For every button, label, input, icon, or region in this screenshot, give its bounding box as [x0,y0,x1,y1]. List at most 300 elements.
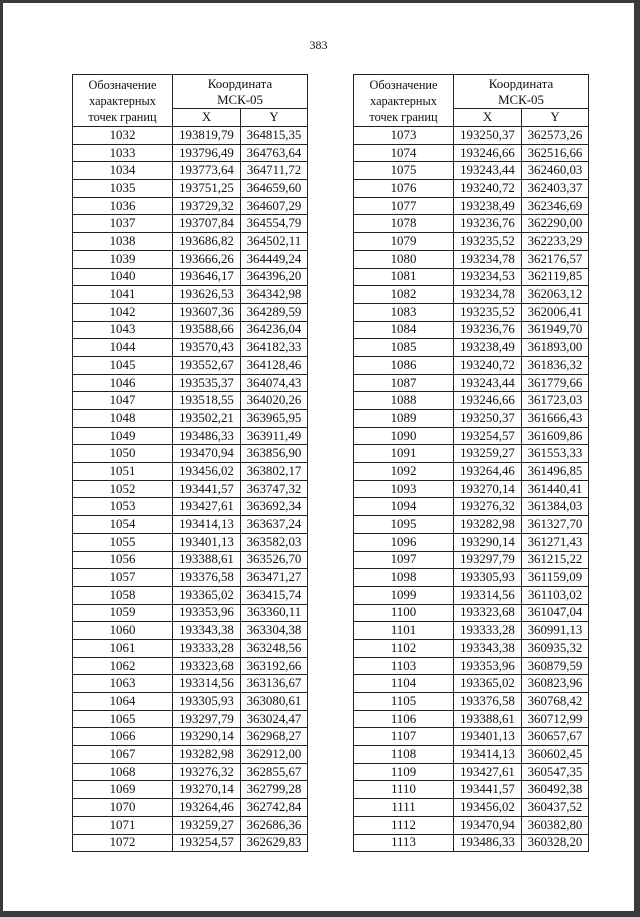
x-cell: 193456,02 [173,463,241,481]
x-cell: 193401,13 [454,728,522,746]
table-row [73,604,308,622]
x-cell: 193250,37 [454,127,522,145]
table-row [354,410,589,428]
y-cell: 361496,85 [522,463,589,481]
point-id-cell: 1103 [354,657,454,675]
point-id-cell: 1107 [354,728,454,746]
y-cell: 361893,00 [522,339,589,357]
y-cell: 362063,12 [522,286,589,304]
point-id-cell: 1045 [73,356,173,374]
x-cell: 193365,02 [454,675,522,693]
point-id-cell: 1057 [73,569,173,587]
x-cell: 193796,49 [173,144,241,162]
table-row [354,374,589,392]
point-id-cell: 1098 [354,569,454,587]
table-row [73,498,308,516]
y-cell: 363471,27 [241,569,308,587]
y-cell: 361836,32 [522,356,589,374]
y-cell: 364020,26 [241,392,308,410]
point-id-cell: 1099 [354,586,454,604]
x-cell: 193235,52 [454,233,522,251]
y-cell: 364182,33 [241,339,308,357]
point-id-cell: 1033 [73,144,173,162]
x-cell: 193470,94 [454,816,522,834]
x-cell: 193333,28 [454,622,522,640]
x-cell: 193323,68 [454,604,522,622]
point-id-cell: 1092 [354,463,454,481]
table-row [73,268,308,286]
point-id-cell: 1043 [73,321,173,339]
x-cell: 193486,33 [454,834,522,852]
table-row [73,622,308,640]
x-cell: 193588,66 [173,321,241,339]
point-id-cell: 1094 [354,498,454,516]
point-id-cell: 1037 [73,215,173,233]
point-id-cell: 1034 [73,162,173,180]
point-id-cell: 1032 [73,127,173,145]
y-cell: 362006,41 [522,303,589,321]
table-row [73,710,308,728]
x-cell: 193343,38 [173,622,241,640]
y-cell: 363965,95 [241,410,308,428]
x-cell: 193238,49 [454,197,522,215]
table-row [73,763,308,781]
header-x: X [173,109,241,127]
x-cell: 193414,13 [454,746,522,764]
x-cell: 193276,32 [173,763,241,781]
table-row [73,286,308,304]
y-cell: 364236,04 [241,321,308,339]
table-row [354,427,589,445]
y-cell: 364449,24 [241,250,308,268]
table-row [73,303,308,321]
x-cell: 193401,13 [173,533,241,551]
x-cell: 193236,76 [454,321,522,339]
table-row [73,392,308,410]
table-row [354,834,589,852]
point-id-cell: 1113 [354,834,454,852]
table-row [73,321,308,339]
coordinates-table-right [353,74,589,852]
point-id-cell: 1053 [73,498,173,516]
y-cell: 363192,66 [241,657,308,675]
point-id-cell: 1090 [354,427,454,445]
table-row [73,427,308,445]
table-row [73,480,308,498]
y-cell: 361047,04 [522,604,589,622]
table-row [354,392,589,410]
page-number: 383 [309,38,328,52]
y-cell: 361609,86 [522,427,589,445]
x-cell: 193243,44 [454,374,522,392]
point-id-cell: 1038 [73,233,173,251]
x-cell: 193240,72 [454,180,522,198]
y-cell: 363747,32 [241,480,308,498]
x-cell: 193270,14 [173,781,241,799]
x-cell: 193607,36 [173,303,241,321]
table-row [354,180,589,198]
table-row [73,816,308,834]
y-cell: 364502,11 [241,233,308,251]
x-cell: 193414,13 [173,516,241,534]
point-id-cell: 1096 [354,533,454,551]
table-row [354,604,589,622]
y-cell: 364554,79 [241,215,308,233]
x-cell: 193246,66 [454,144,522,162]
point-id-cell: 1049 [73,427,173,445]
x-cell: 193234,53 [454,268,522,286]
y-cell: 362686,36 [241,816,308,834]
table-row [73,728,308,746]
x-cell: 193729,32 [173,197,241,215]
table-row [354,268,589,286]
y-cell: 363637,24 [241,516,308,534]
table-row [354,445,589,463]
point-id-cell: 1110 [354,781,454,799]
y-cell: 360935,32 [522,639,589,657]
table-row [73,657,308,675]
y-cell: 363582,03 [241,533,308,551]
point-id-cell: 1056 [73,551,173,569]
x-cell: 193290,14 [173,728,241,746]
point-id-cell: 1088 [354,392,454,410]
x-cell: 193259,27 [454,445,522,463]
x-cell: 193388,61 [454,710,522,728]
y-cell: 363415,74 [241,586,308,604]
y-cell: 362233,29 [522,233,589,251]
point-id-cell: 1108 [354,746,454,764]
x-cell: 193270,14 [454,480,522,498]
y-cell: 362573,26 [522,127,589,145]
table-row [354,763,589,781]
point-id-cell: 1075 [354,162,454,180]
x-cell: 193819,79 [173,127,241,145]
y-cell: 360328,20 [522,834,589,852]
x-cell: 193751,25 [173,180,241,198]
y-cell: 360382,80 [522,816,589,834]
table-row [73,799,308,817]
point-id-cell: 1085 [354,339,454,357]
y-cell: 364289,59 [241,303,308,321]
table-row [354,215,589,233]
x-cell: 193353,96 [454,657,522,675]
x-cell: 193365,02 [173,586,241,604]
point-id-cell: 1097 [354,551,454,569]
x-cell: 193376,58 [173,569,241,587]
y-cell: 362119,85 [522,268,589,286]
point-id-cell: 1112 [354,816,454,834]
y-cell: 360437,52 [522,799,589,817]
table-row [73,639,308,657]
y-cell: 362176,57 [522,250,589,268]
table-row [354,657,589,675]
table-row [354,144,589,162]
x-cell: 193264,46 [454,463,522,481]
table-row [354,622,589,640]
x-cell: 193240,72 [454,356,522,374]
point-id-cell: 1039 [73,250,173,268]
point-id-cell: 1046 [73,374,173,392]
table-row [354,339,589,357]
x-cell: 193243,44 [454,162,522,180]
x-cell: 193353,96 [173,604,241,622]
x-cell: 193236,76 [454,215,522,233]
x-cell: 193486,33 [173,427,241,445]
point-id-cell: 1051 [73,463,173,481]
x-cell: 193646,17 [173,268,241,286]
y-cell: 363360,11 [241,604,308,622]
table-row [73,569,308,587]
header-coordinate-group: Координата МСК-05 [454,75,589,109]
table-row [354,463,589,481]
y-cell: 361327,70 [522,516,589,534]
table-row [73,250,308,268]
y-cell: 364711,72 [241,162,308,180]
point-id-cell: 1079 [354,233,454,251]
y-cell: 360768,42 [522,693,589,711]
table-row [73,746,308,764]
point-id-cell: 1086 [354,356,454,374]
point-id-cell: 1104 [354,675,454,693]
table-row [73,215,308,233]
point-id-cell: 1064 [73,693,173,711]
point-id-cell: 1041 [73,286,173,304]
point-id-cell: 1036 [73,197,173,215]
y-cell: 362799,28 [241,781,308,799]
table-row [354,728,589,746]
point-id-cell: 1078 [354,215,454,233]
table-row [73,693,308,711]
x-cell: 193323,68 [173,657,241,675]
table-row [73,144,308,162]
point-id-cell: 1069 [73,781,173,799]
table-row [354,675,589,693]
table-row [354,197,589,215]
table-row [354,127,589,145]
document-page [3,3,634,911]
y-cell: 360492,38 [522,781,589,799]
x-cell: 193686,82 [173,233,241,251]
table-row [73,516,308,534]
point-id-cell: 1087 [354,374,454,392]
header-point-label: Обозначение характерных точек границ [73,75,173,127]
x-cell: 193552,67 [173,356,241,374]
point-id-cell: 1047 [73,392,173,410]
point-id-cell: 1054 [73,516,173,534]
x-cell: 193282,98 [454,516,522,534]
y-cell: 361949,70 [522,321,589,339]
y-cell: 364659,60 [241,180,308,198]
x-cell: 193707,84 [173,215,241,233]
y-cell: 361440,41 [522,480,589,498]
table-row [354,781,589,799]
x-cell: 193254,57 [173,834,241,852]
header-x: X [454,109,522,127]
point-id-cell: 1082 [354,286,454,304]
y-cell: 364815,35 [241,127,308,145]
y-cell: 362855,67 [241,763,308,781]
x-cell: 193234,78 [454,286,522,304]
point-id-cell: 1072 [73,834,173,852]
y-cell: 363802,17 [241,463,308,481]
x-cell: 193254,57 [454,427,522,445]
point-id-cell: 1061 [73,639,173,657]
point-id-cell: 1083 [354,303,454,321]
point-id-cell: 1059 [73,604,173,622]
header-point-label: Обозначение характерных точек границ [354,75,454,127]
x-cell: 193259,27 [173,816,241,834]
y-cell: 361215,22 [522,551,589,569]
y-cell: 360602,45 [522,746,589,764]
point-id-cell: 1042 [73,303,173,321]
y-cell: 363136,67 [241,675,308,693]
point-id-cell: 1109 [354,763,454,781]
table-row [354,586,589,604]
x-cell: 193305,93 [173,693,241,711]
y-cell: 360547,35 [522,763,589,781]
header-y: Y [241,109,308,127]
table-row [73,374,308,392]
x-cell: 193290,14 [454,533,522,551]
table-row [73,781,308,799]
table-row [354,498,589,516]
table-row [73,356,308,374]
table-row [354,693,589,711]
point-id-cell: 1062 [73,657,173,675]
x-cell: 193388,61 [173,551,241,569]
x-cell: 193264,46 [173,799,241,817]
y-cell: 364342,98 [241,286,308,304]
table-row [73,180,308,198]
y-cell: 362742,84 [241,799,308,817]
x-cell: 193314,56 [454,586,522,604]
table-row [73,675,308,693]
point-id-cell: 1101 [354,622,454,640]
x-cell: 193535,37 [173,374,241,392]
point-id-cell: 1073 [354,127,454,145]
point-id-cell: 1105 [354,693,454,711]
x-cell: 193626,53 [173,286,241,304]
y-cell: 362516,66 [522,144,589,162]
table-row [354,551,589,569]
y-cell: 362968,27 [241,728,308,746]
x-cell: 193518,55 [173,392,241,410]
x-cell: 193441,57 [173,480,241,498]
x-cell: 193235,52 [454,303,522,321]
y-cell: 364763,64 [241,144,308,162]
point-id-cell: 1060 [73,622,173,640]
x-cell: 193333,28 [173,639,241,657]
table-row [354,639,589,657]
header-y: Y [522,109,589,127]
table-row [73,533,308,551]
y-cell: 360991,13 [522,622,589,640]
table-row [73,586,308,604]
y-cell: 362629,83 [241,834,308,852]
point-id-cell: 1077 [354,197,454,215]
point-id-cell: 1050 [73,445,173,463]
table-row [354,533,589,551]
table-row [354,710,589,728]
point-id-cell: 1035 [73,180,173,198]
table-row [73,197,308,215]
point-id-cell: 1091 [354,445,454,463]
point-id-cell: 1095 [354,516,454,534]
x-cell: 193570,43 [173,339,241,357]
point-id-cell: 1106 [354,710,454,728]
table-row [73,339,308,357]
point-id-cell: 1058 [73,586,173,604]
table-row [73,834,308,852]
table-row [73,162,308,180]
point-id-cell: 1066 [73,728,173,746]
table-row [73,410,308,428]
y-cell: 360823,96 [522,675,589,693]
point-id-cell: 1063 [73,675,173,693]
point-id-cell: 1055 [73,533,173,551]
x-cell: 193441,57 [454,781,522,799]
x-cell: 193376,58 [454,693,522,711]
point-id-cell: 1068 [73,763,173,781]
point-id-cell: 1040 [73,268,173,286]
x-cell: 193773,64 [173,162,241,180]
x-cell: 193305,93 [454,569,522,587]
table-row [73,127,308,145]
table-row [73,445,308,463]
table-row [354,303,589,321]
y-cell: 362460,03 [522,162,589,180]
y-cell: 361779,66 [522,374,589,392]
y-cell: 363526,70 [241,551,308,569]
y-cell: 364128,46 [241,356,308,374]
y-cell: 364074,43 [241,374,308,392]
y-cell: 363248,56 [241,639,308,657]
y-cell: 361553,33 [522,445,589,463]
table-row [354,746,589,764]
x-cell: 193250,37 [454,410,522,428]
y-cell: 362346,69 [522,197,589,215]
y-cell: 364607,29 [241,197,308,215]
point-id-cell: 1067 [73,746,173,764]
point-id-cell: 1048 [73,410,173,428]
header-coordinate-group: Координата МСК-05 [173,75,308,109]
point-id-cell: 1052 [73,480,173,498]
point-id-cell: 1081 [354,268,454,286]
x-cell: 193297,79 [173,710,241,728]
y-cell: 361271,43 [522,533,589,551]
point-id-cell: 1089 [354,410,454,428]
table-row [73,233,308,251]
x-cell: 193282,98 [173,746,241,764]
point-id-cell: 1076 [354,180,454,198]
y-cell: 361384,03 [522,498,589,516]
x-cell: 193314,56 [173,675,241,693]
y-cell: 363304,38 [241,622,308,640]
y-cell: 360657,67 [522,728,589,746]
table-row [354,516,589,534]
y-cell: 363024,47 [241,710,308,728]
y-cell: 361103,02 [522,586,589,604]
y-cell: 362290,00 [522,215,589,233]
x-cell: 193276,32 [454,498,522,516]
coordinates-table-left [72,74,308,852]
point-id-cell: 1044 [73,339,173,357]
y-cell: 363080,61 [241,693,308,711]
point-id-cell: 1065 [73,710,173,728]
table-row [73,551,308,569]
x-cell: 193456,02 [454,799,522,817]
point-id-cell: 1080 [354,250,454,268]
